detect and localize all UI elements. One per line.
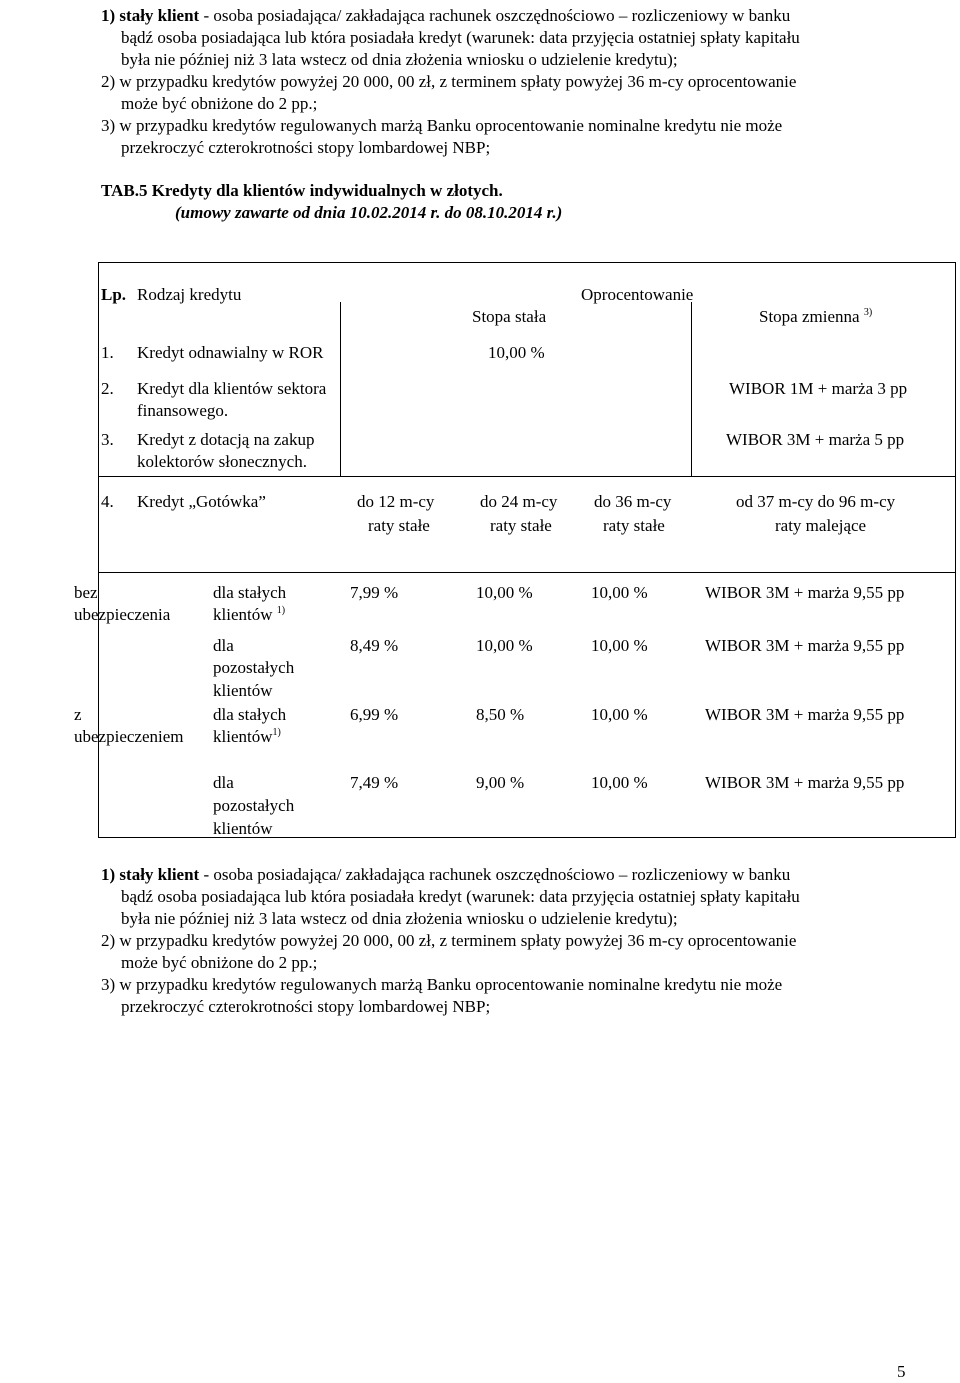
footnotes-bottom (101, 864, 800, 1018)
group-with-insurance-line2: ubezpieczeniem (74, 727, 184, 746)
row-3-name-line1: Kredyt z dotacją na zakup (137, 430, 315, 449)
footnote-1-line2: bądź osoba posiadająca lub która posiadała kredyt (warunek: data przyjęcia ostatniej spłaty kapitału (121, 28, 800, 47)
footnote-3-line2: przekroczyć czterokrotności stopy lombardowej NBP; (121, 138, 491, 157)
row-2-name-line1: Kredyt dla klientów sektora (137, 379, 327, 398)
footnote-2: 2) w przypadku kredytów powyżej 20 000, 00 zł, z terminem spłaty powyżej 36 m-cy oprocentowanie (101, 72, 797, 91)
header-lp: Lp. (101, 285, 127, 304)
period-3: do 36 m-cy (594, 492, 672, 511)
rate-24m: 8,50 % (476, 705, 525, 724)
header-stopa-zmienna: Stopa zmienna $^{3)}$ (759, 307, 873, 326)
client-type-regular-1-line2: klientów $^{1)}$ (213, 605, 286, 624)
footnote-2-line2: może być obniżone do 2 pp.; (121, 953, 318, 972)
installment-type-1: raty stałe (368, 516, 430, 535)
footnote-1-text: - osoba posiadająca/ zakładająca rachunek oszczędnościowo – rozliczeniowy w banku (199, 6, 791, 25)
footnote-3-line2: przekroczyć czterokrotności stopy lombardowej NBP; (121, 997, 491, 1016)
rate-24m: 10,00 % (476, 583, 533, 602)
footnote-1-label: 1) stały klient (101, 865, 200, 884)
rate-36m: 10,00 % (591, 636, 648, 655)
header-oprocentowanie: Oprocentowanie (581, 285, 694, 304)
rate-96m: WIBOR 3M + marża 9,55 pp (705, 773, 905, 792)
client-type-other-1-line1: dla (213, 636, 234, 655)
header-rodzaj: Rodzaj kredytu (137, 285, 242, 304)
row-1-name: Kredyt odnawialny w ROR (137, 343, 324, 362)
group-without-insurance-line1: bez (74, 583, 98, 602)
rate-12m: 8,49 % (350, 636, 399, 655)
row-3-name-line2: kolektorów słonecznych. (137, 452, 307, 471)
period-2: do 24 m-cy (480, 492, 558, 511)
footnote-3: 3) w przypadku kredytów regulowanych marżą Banku oprocentowanie nominalne kredytu nie może (101, 116, 783, 135)
footnote-1 (101, 864, 800, 886)
row-4-name: Kredyt „Gotówka” (137, 492, 266, 511)
rate-12m: 7,49 % (350, 773, 399, 792)
client-type-regular-1-line1: dla stałych (213, 583, 287, 602)
installment-type-4: raty malejące (775, 516, 867, 535)
client-type-other-2-line3: klientów (213, 819, 273, 838)
rate-36m: 10,00 % (591, 705, 648, 724)
footnote-2-line2: może być obniżone do 2 pp.; (121, 94, 318, 113)
footnote-1-line3: była nie później niż 3 lata wstecz od dnia złożenia wniosku o udzielenie kredytu); (121, 909, 678, 928)
rate-24m: 9,00 % (476, 773, 525, 792)
client-type-regular-2-line2: klientów$^{1)}$ (213, 727, 281, 746)
row-3-rate: WIBOR 3M + marża 5 pp (726, 430, 905, 449)
rate-36m: 10,00 % (591, 583, 648, 602)
row-2-rate: WIBOR 1M + marża 3 pp (729, 379, 908, 398)
client-type-other-1-line3: klientów (213, 681, 273, 700)
client-type-other-2-line1: dla (213, 773, 234, 792)
table-title: TAB.5 Kredyty dla klientów indywidualnych w złotych. (101, 181, 503, 200)
footnote-1-text: - osoba posiadająca/ zakładająca rachunek oszczędnościowo – rozliczeniowy w banku (199, 865, 791, 884)
period-4: od 37 m-cy do 96 m-cy (736, 492, 896, 511)
row-2-number: 2. (101, 379, 114, 398)
installment-type-2: raty stałe (490, 516, 552, 535)
row-1-rate: 10,00 % (488, 343, 545, 362)
period-1: do 12 m-cy (357, 492, 435, 511)
rate-96m: WIBOR 3M + marża 9,55 pp (705, 636, 905, 655)
row-2-name-line2: finansowego. (137, 401, 229, 420)
footnote-3: 3) w przypadku kredytów regulowanych marżą Banku oprocentowanie nominalne kredytu nie może (101, 975, 783, 994)
client-type-regular-2-line1: dla stałych (213, 705, 287, 724)
table-subtitle: (umowy zawarte od dnia 10.02.2014 r. do 08.10.2014 r.) (175, 203, 563, 222)
group-with-insurance-line1: z (74, 705, 82, 724)
row-3-number: 3. (101, 430, 114, 449)
installment-type-3: raty stałe (603, 516, 665, 535)
row-4-number: 4. (101, 492, 114, 511)
row-1-number: 1. (101, 343, 114, 362)
rate-12m: 6,99 % (350, 705, 399, 724)
client-type-other-2-line2: pozostałych (213, 796, 295, 815)
rate-12m: 7,99 % (350, 583, 399, 602)
footnote-1 (101, 5, 800, 27)
footnotes-top (101, 5, 800, 159)
footnote-1-label: 1) stały klient (101, 6, 200, 25)
page-number: 5 (897, 1362, 906, 1381)
group-without-insurance-line2: ubezpieczenia (74, 605, 171, 624)
client-type-other-1-line2: pozostałych (213, 658, 295, 677)
footnote-1-line3: była nie później niż 3 lata wstecz od dnia złożenia wniosku o udzielenie kredytu); (121, 50, 678, 69)
header-stopa-stala: Stopa stała (472, 307, 547, 326)
rate-24m: 10,00 % (476, 636, 533, 655)
footnote-1-line2: bądź osoba posiadająca lub która posiadała kredyt (warunek: data przyjęcia ostatniej spłaty kapitału (121, 887, 800, 906)
rate-96m: WIBOR 3M + marża 9,55 pp (705, 705, 905, 724)
rate-36m: 10,00 % (591, 773, 648, 792)
rate-96m: WIBOR 3M + marża 9,55 pp (705, 583, 905, 602)
footnote-2: 2) w przypadku kredytów powyżej 20 000, 00 zł, z terminem spłaty powyżej 36 m-cy oprocentowanie (101, 931, 797, 950)
